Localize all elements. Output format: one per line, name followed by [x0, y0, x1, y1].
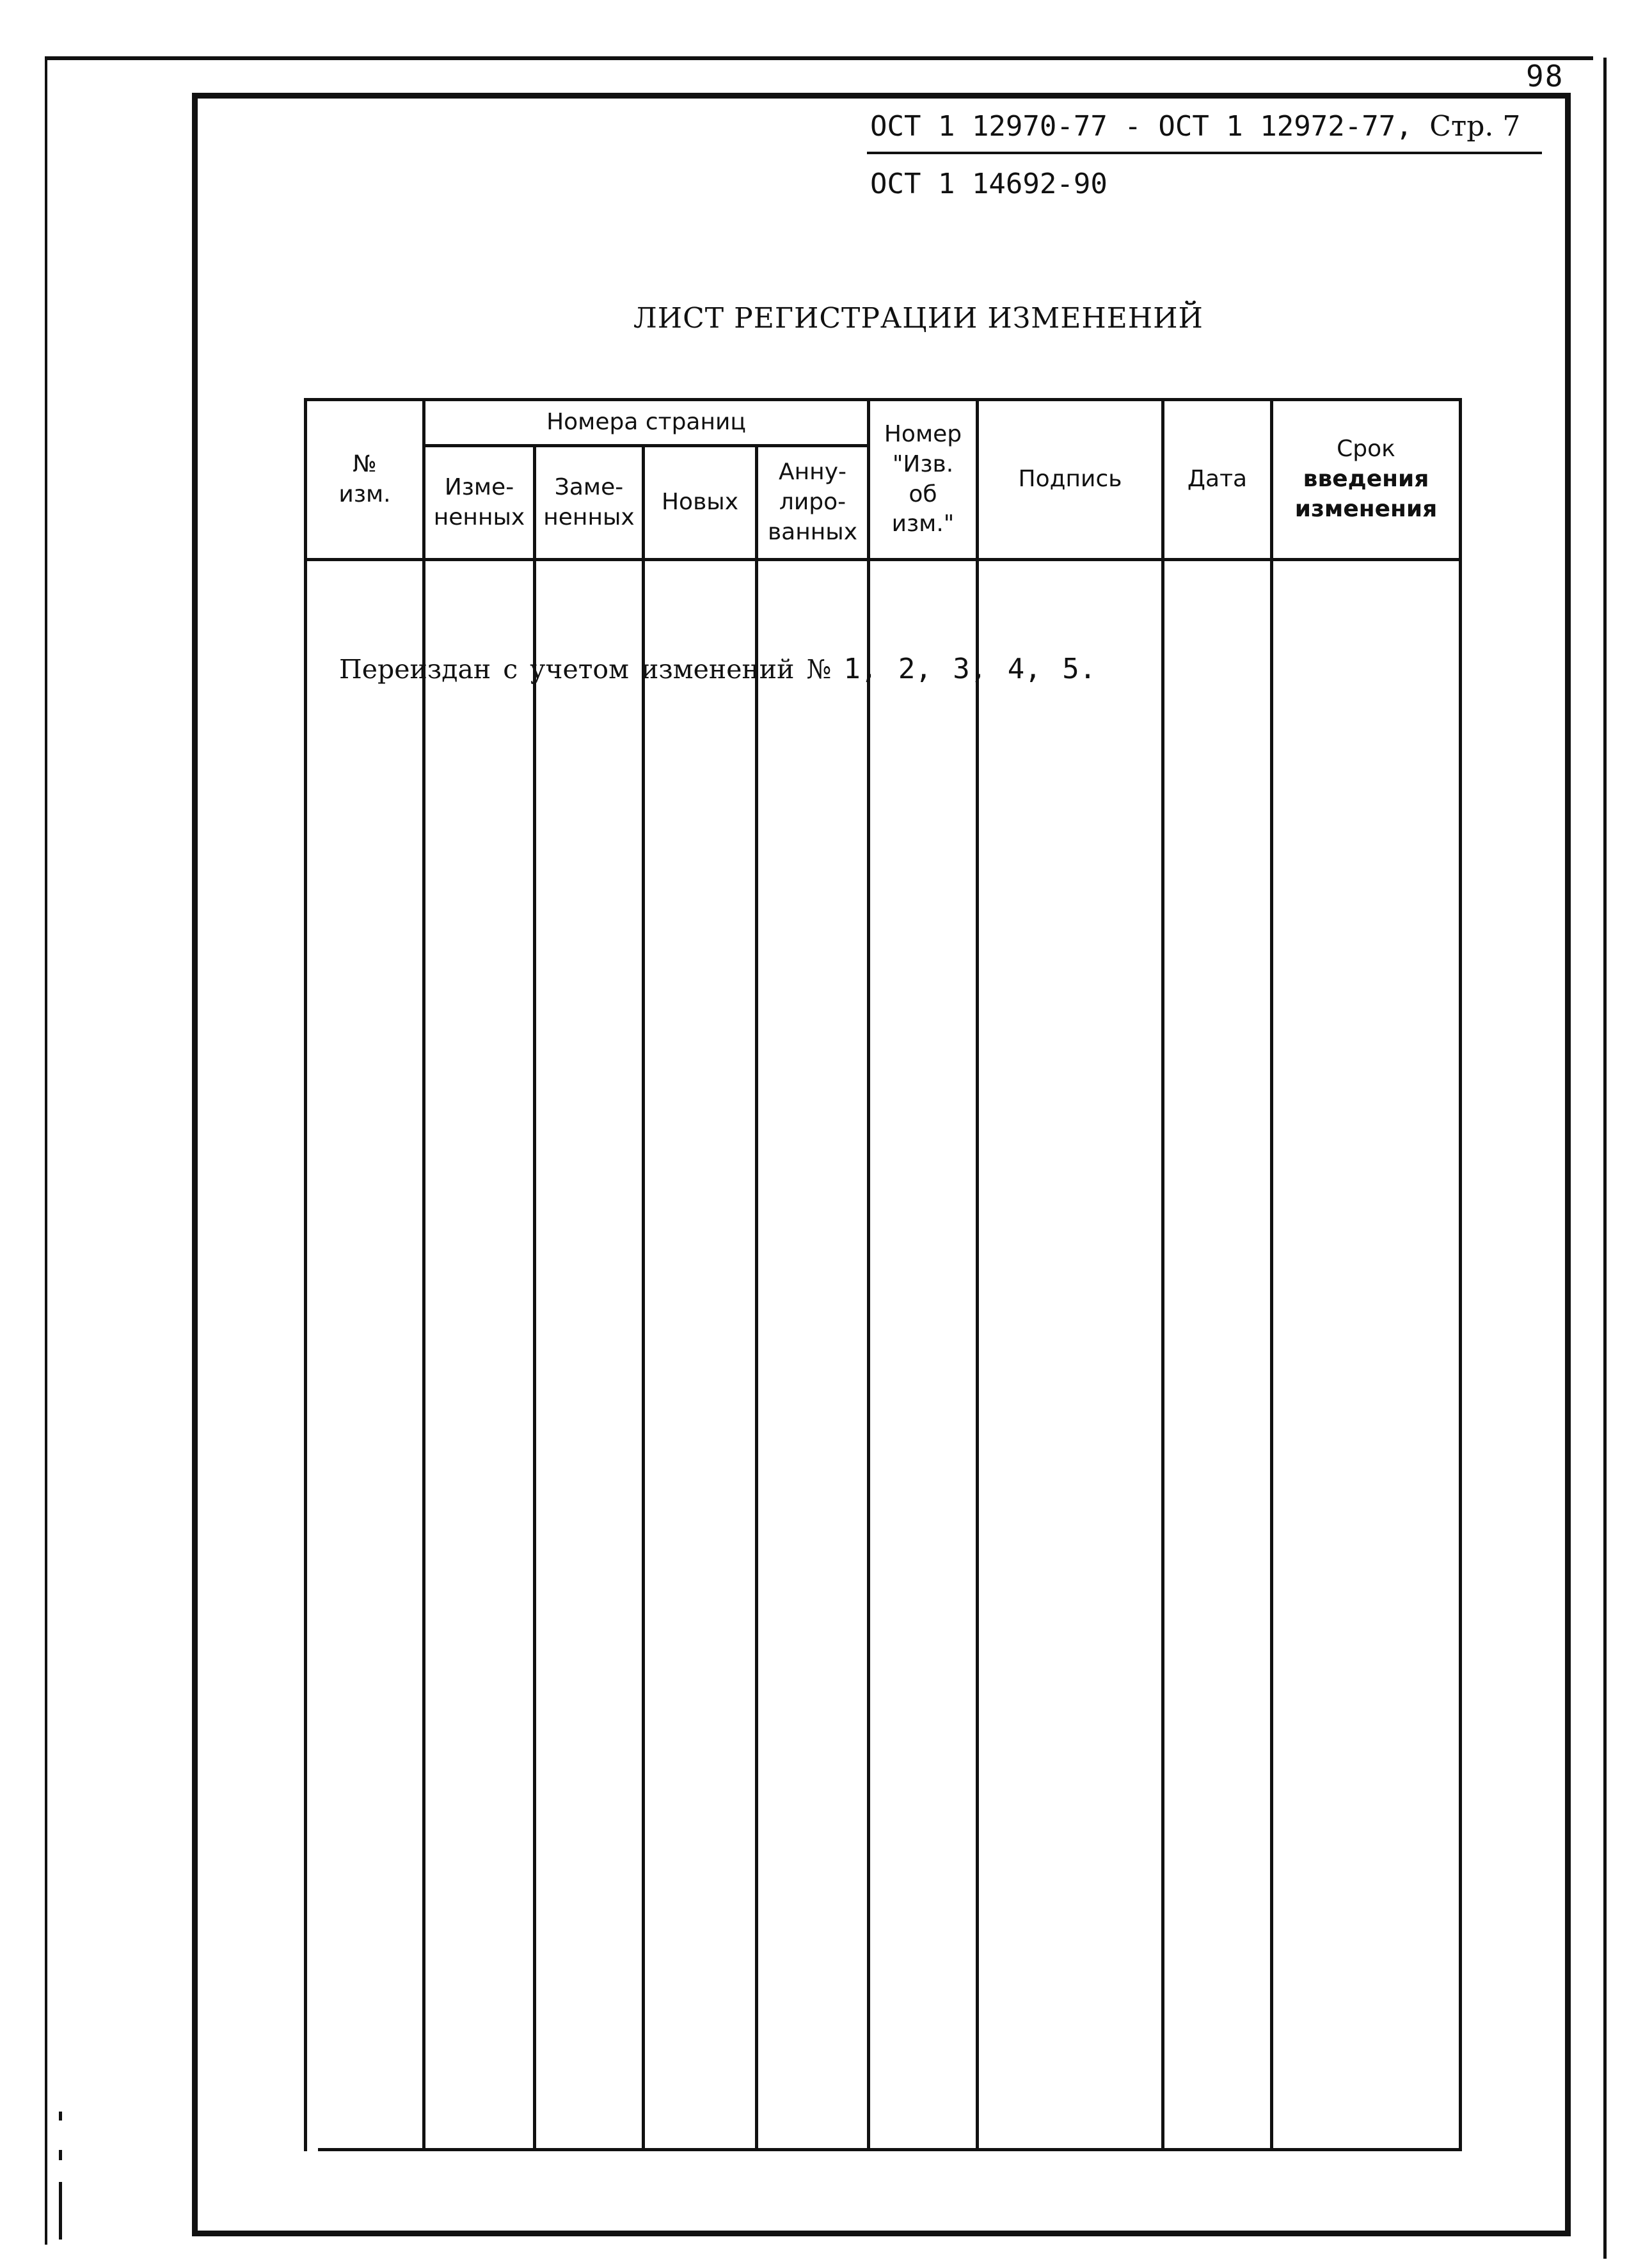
header-changed-line2: ненных [433, 504, 525, 530]
page-reference: Стр. 7 [1429, 110, 1521, 143]
header-changed-pages [425, 447, 533, 558]
header-changed-line1: Изме- [444, 473, 514, 500]
reissue-note [339, 653, 1096, 685]
header-notice-number [870, 401, 976, 558]
col-divider-4 [755, 444, 758, 2151]
header-annulled-line3: ванных [767, 518, 858, 545]
table-bottom-border [318, 2148, 1462, 2151]
header-annulled-pages [758, 447, 867, 558]
header-notice-line4: изм." [891, 511, 955, 537]
col-divider-8 [1270, 398, 1273, 2151]
header-no-change [307, 401, 422, 558]
col-divider-3 [642, 444, 645, 2151]
header-signature: Подпись [1018, 466, 1122, 493]
document-title: ЛИСТ РЕГИСТРАЦИИ ИЗМЕНЕНИЙ [633, 302, 1203, 335]
reissue-note-numbers: 1, 2, 3, 4, 5. [843, 653, 1097, 685]
header-annulled-line2: лиро- [779, 489, 846, 516]
standard-range: ОСТ 1 12970-77 - ОСТ 1 12972-77, [870, 110, 1413, 143]
header-term-line3: изменения [1294, 495, 1438, 522]
header-notice-line2: "Изв. [892, 450, 954, 477]
header-term-line2: введения [1303, 466, 1429, 493]
col-divider-2 [533, 444, 536, 2151]
header-no-label: изм. [338, 481, 391, 507]
header-notice-line3: об [909, 481, 937, 507]
header-notice-line1: Номер [884, 420, 962, 447]
table-left-border [304, 398, 307, 2151]
header-annulled-line1: Анну- [779, 459, 846, 486]
header-replaced-pages [536, 447, 642, 558]
sheet-number: 98 [1526, 59, 1564, 93]
header-effective-term [1273, 401, 1459, 558]
header-term-line1: Срок [1337, 436, 1395, 463]
header-replaced-line2: ненных [543, 504, 635, 530]
col-divider-7 [1161, 398, 1164, 2151]
binding-marks [59, 2112, 62, 2240]
header-new-pages: Новых [661, 489, 739, 516]
table-right-border [1459, 398, 1462, 2151]
header-no-sign: № [353, 450, 377, 477]
header-date: Дата [1187, 466, 1248, 493]
reissue-note-text: Переиздан с учетом изменений № [339, 654, 832, 685]
header-rule [867, 152, 1542, 154]
standard-designation-2: ОСТ 1 14692-90 [870, 168, 1108, 200]
standard-designation [870, 110, 1520, 143]
header-page-numbers: Номера страниц [546, 409, 746, 436]
outer-frame-right-edge [1603, 58, 1607, 2259]
header-replaced-line1: Заме- [554, 473, 624, 500]
header-bottom-border [304, 558, 1462, 561]
